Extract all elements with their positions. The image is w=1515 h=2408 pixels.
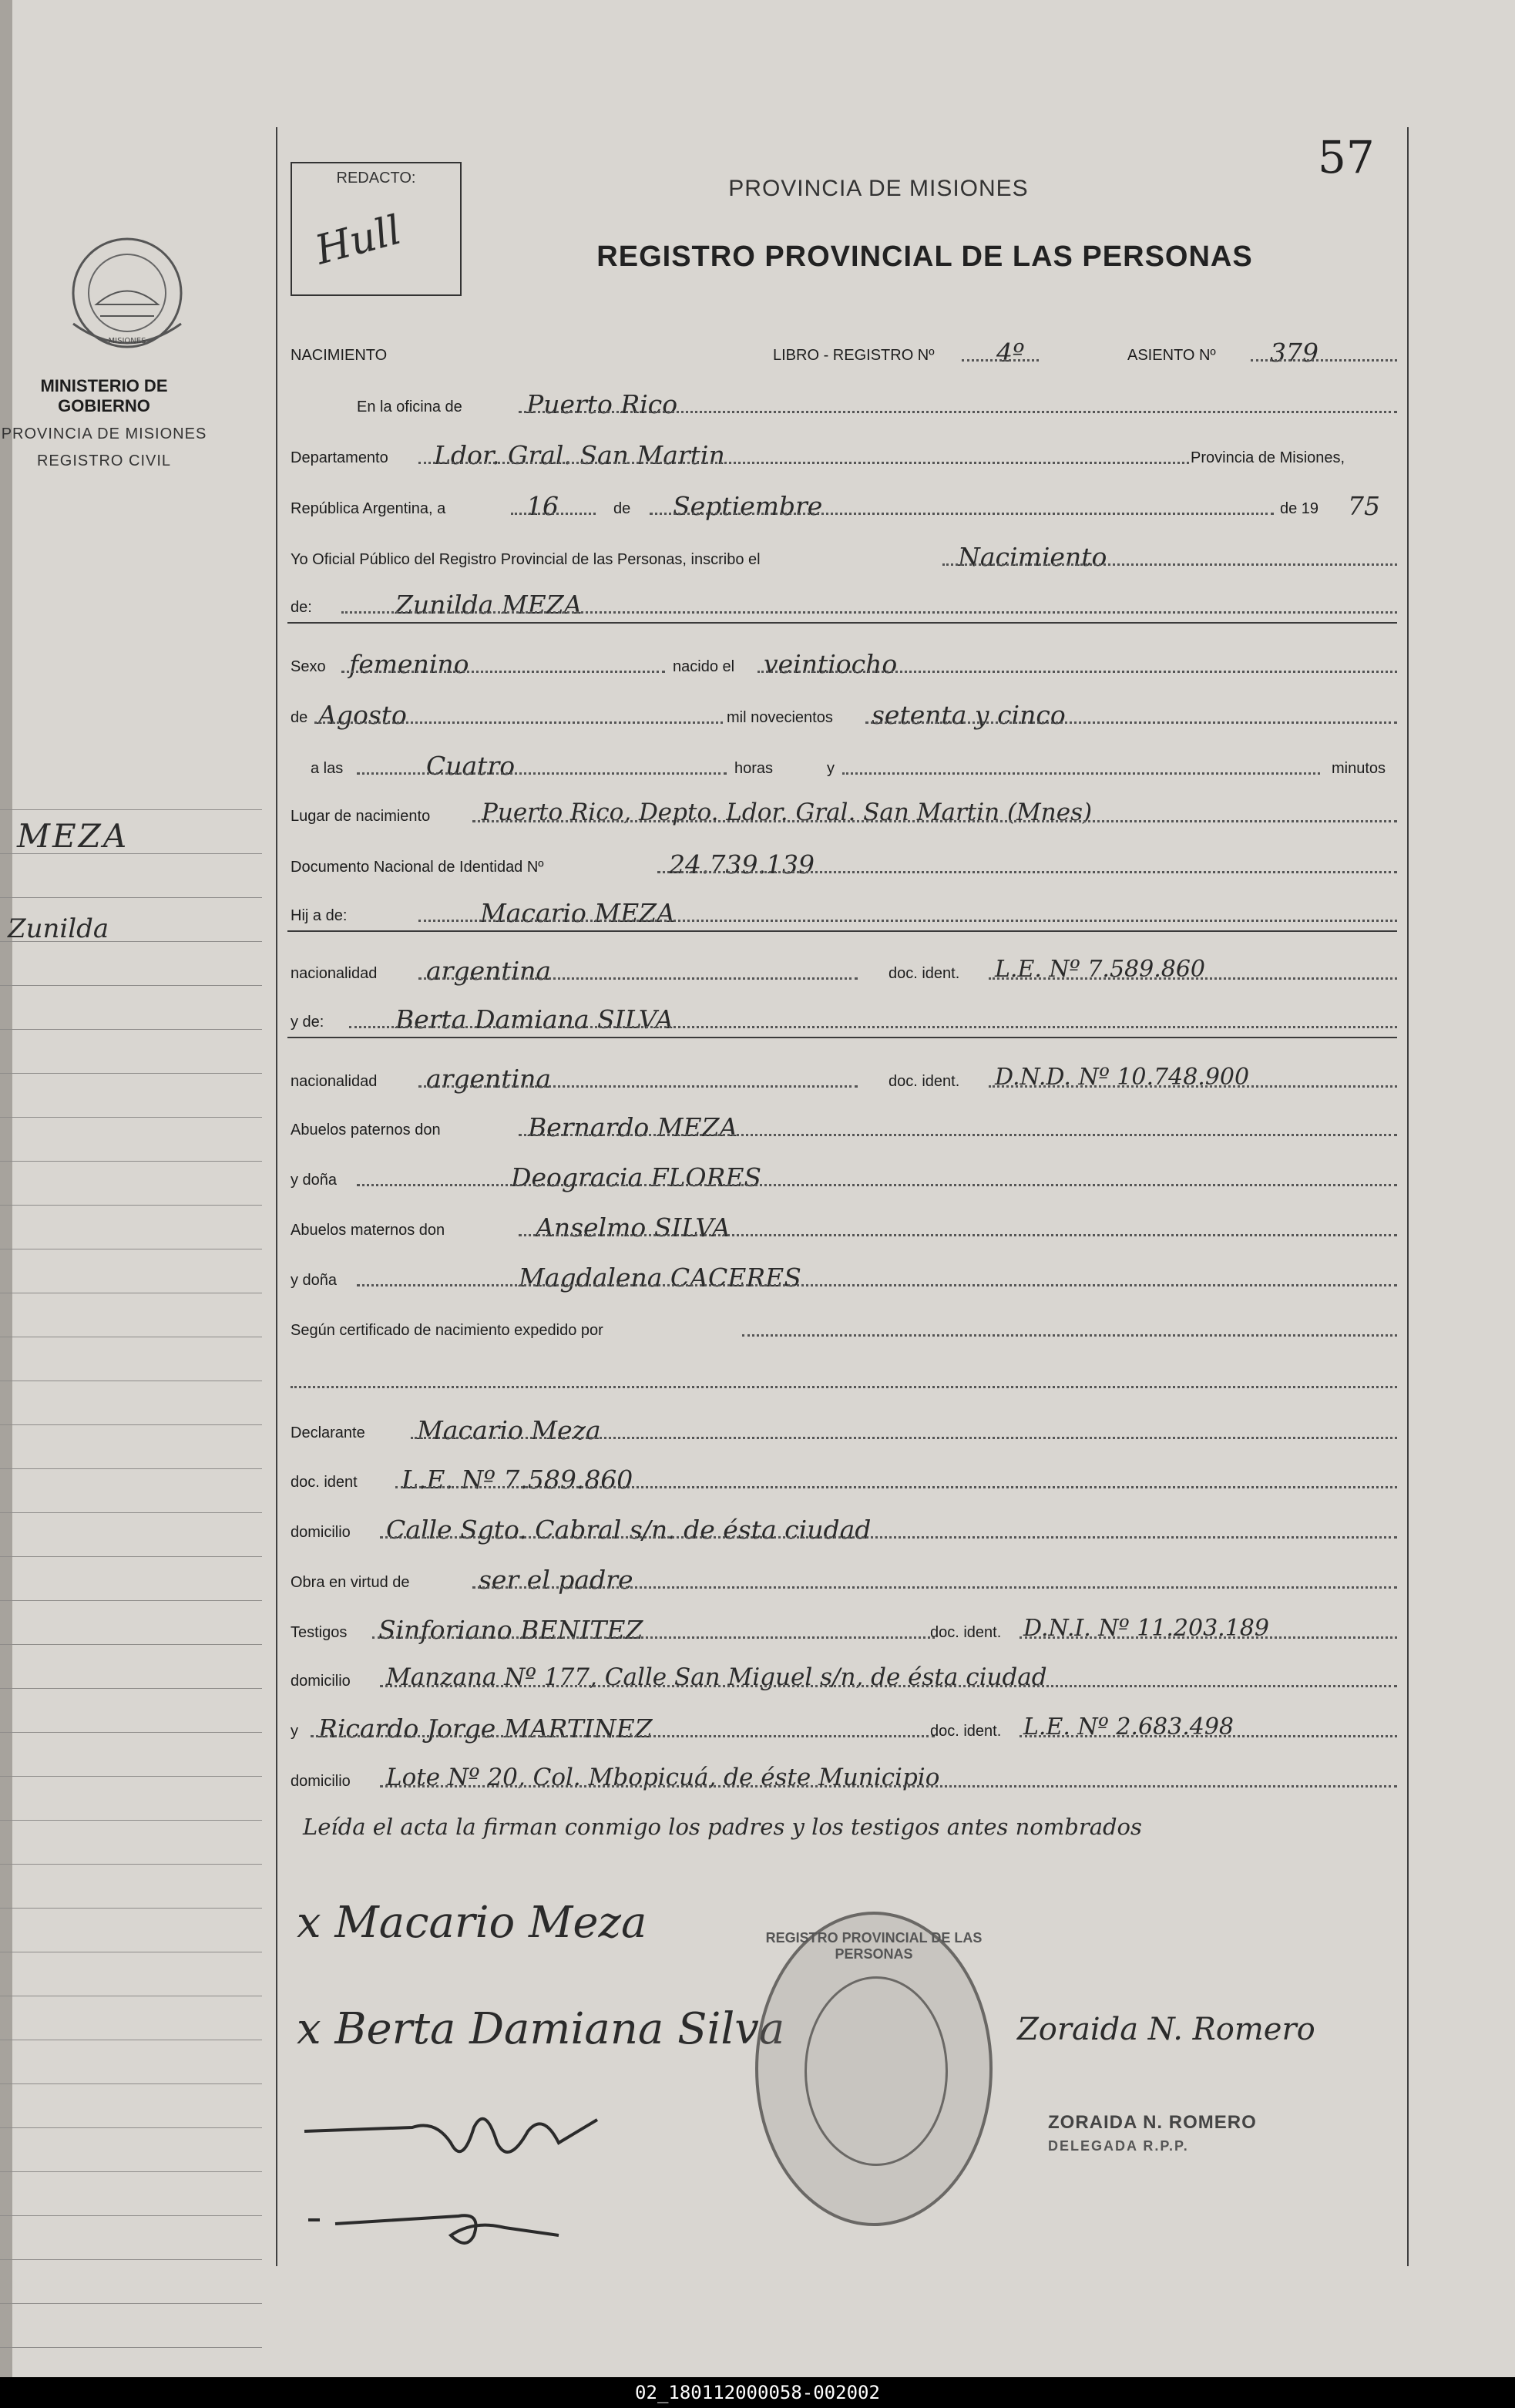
margin-rule-line	[0, 1776, 262, 1777]
docident3-label: doc. ident	[291, 1474, 358, 1491]
declarante-value: Macario Meza	[417, 1415, 601, 1445]
hora-value: Cuatro	[426, 751, 516, 781]
row-abuelos-paternos	[287, 1112, 1397, 1143]
dots	[357, 1184, 1397, 1186]
delegate-stamp-role: DELEGADA R.P.P.	[1048, 2138, 1189, 2154]
signature-father: x Macario Meza	[297, 1898, 647, 1948]
ministry-line-3: REGISTRO CIVIL	[36, 452, 172, 469]
margin-rule-line	[0, 1117, 262, 1118]
abuela-mat-value: Magdalena CACERES	[519, 1263, 801, 1293]
dots	[418, 1085, 858, 1088]
row-abuelos-maternos	[287, 1212, 1397, 1243]
dots	[865, 721, 1397, 724]
dots	[742, 1334, 1397, 1337]
domicilio3-value: Lote Nº 20, Col. Mbopicuá, de éste Municipio	[386, 1764, 940, 1791]
dots	[357, 772, 727, 775]
dots	[989, 1085, 1397, 1088]
row-departamento	[287, 440, 1397, 471]
docident5-label: doc. ident.	[930, 1723, 1002, 1740]
witness-signature-1	[297, 2097, 620, 2189]
frame-right-line	[1407, 127, 1409, 2266]
binding-edge	[0, 0, 12, 2377]
frame-left-line	[276, 127, 277, 2266]
row-obra	[287, 1565, 1397, 1596]
margin-rule-line	[0, 1908, 262, 1909]
obra-label: Obra en virtud de	[291, 1574, 410, 1591]
margin-given-name: Zunilda	[8, 913, 109, 944]
republica-label: República Argentina, a	[291, 500, 446, 517]
rule-person	[287, 622, 1397, 624]
domicilio2-value: Manzana Nº 177, Calle San Miguel s/n, de ésta ciudad	[386, 1663, 1047, 1691]
dots	[758, 671, 1397, 673]
oficina-value: Puerto Rico	[526, 389, 678, 419]
margin-rule-line	[0, 897, 262, 898]
testigo1-value: Sinforiano BENITEZ	[378, 1615, 643, 1645]
row-hora	[287, 751, 1397, 782]
testigos-label: Testigos	[291, 1624, 348, 1641]
dots	[942, 563, 1397, 566]
lugar-label: Lugar de nacimiento	[291, 808, 431, 825]
de-person-label: de:	[291, 599, 312, 616]
row-testigo2	[287, 1714, 1397, 1744]
margin-rule-line	[0, 2171, 262, 2172]
oficial-value: Nacimiento	[958, 542, 1107, 572]
seal-text: REGISTRO PROVINCIAL DE LAS PERSONAS	[765, 1930, 983, 1962]
mil-label: mil novecientos	[727, 709, 833, 726]
dots	[519, 411, 1397, 413]
redacto-label: REDACTO:	[336, 170, 416, 187]
libro-value: 4º	[996, 338, 1025, 368]
margin-rule-line	[0, 1468, 262, 1469]
oficina-label: En la oficina de	[357, 399, 462, 415]
dots	[472, 1586, 1397, 1589]
dots	[650, 513, 1274, 515]
domicilio2-label: domicilio	[291, 1673, 351, 1690]
y-label: y	[827, 760, 835, 777]
redacto-signature: Hull	[311, 207, 406, 274]
nac1-label: nacionalidad	[291, 965, 378, 982]
margin-rule-line	[0, 1732, 262, 1733]
row-sexo	[287, 649, 1397, 680]
abuelo-mat-value: Anselmo SILVA	[536, 1212, 731, 1243]
dots	[1020, 1636, 1397, 1639]
row-abuela-paterna	[287, 1162, 1397, 1193]
row-testigo1	[287, 1615, 1397, 1646]
margin-rule-line	[0, 1424, 262, 1425]
birth-year-value: setenta y cinco	[872, 700, 1066, 730]
row-dni	[287, 849, 1397, 880]
row-docident3	[287, 1465, 1397, 1495]
official-seal	[755, 1912, 993, 2226]
margin-rule-line	[0, 2259, 262, 2260]
margin-rule-line	[0, 1820, 262, 1821]
docident3-value: L.E. Nº 7.589.860	[401, 1465, 633, 1495]
row-lugar	[287, 799, 1397, 829]
abuelo-pat-value: Bernardo MEZA	[528, 1112, 738, 1142]
margin-rule-line	[0, 1688, 262, 1689]
dni-label: Documento Nacional de Identidad Nº	[291, 859, 544, 876]
delegate-stamp-name: ZORAIDA N. ROMERO	[1048, 2112, 1257, 2133]
margin-rule-line	[0, 2127, 262, 2128]
domicilio3-label: domicilio	[291, 1773, 351, 1790]
day-value: 16	[526, 491, 559, 521]
asiento-label: ASIENTO Nº	[1127, 347, 1216, 364]
nacimiento-label: NACIMIENTO	[291, 347, 388, 364]
ministry-line-1: MINISTERIO DE GOBIERNO	[40, 376, 168, 415]
row-oficina	[287, 389, 1397, 420]
redacto-box	[291, 162, 462, 296]
nac2-label: nacionalidad	[291, 1073, 378, 1090]
docident4-label: doc. ident.	[930, 1624, 1002, 1641]
birth-month-value: Agosto	[318, 700, 407, 730]
dots	[341, 611, 1397, 614]
abuela-pat-value: Deogracia FLORES	[511, 1162, 762, 1192]
docident1-label: doc. ident.	[889, 965, 960, 982]
delegate-stamp	[1048, 2112, 1325, 2154]
dots	[314, 721, 723, 724]
rule-father	[287, 930, 1397, 932]
margin-rule-line	[0, 1600, 262, 1601]
witness-signature-2	[297, 2189, 590, 2274]
row-segun-cont	[287, 1364, 1397, 1395]
minutos-label: minutos	[1332, 760, 1386, 777]
row-mother	[287, 1004, 1397, 1035]
dots	[372, 1636, 935, 1639]
provincia-label: Provincia de Misiones,	[1191, 449, 1345, 466]
ydona2-label: y doña	[291, 1272, 338, 1289]
row-oficial	[287, 542, 1397, 573]
lugar-value: Puerto Rico, Depto. Ldor. Gral. San Martin (Mnes)	[482, 799, 1093, 826]
docident5-value: L.E. Nº 2.683.498	[1023, 1714, 1235, 1740]
month-value: Septiembre	[673, 491, 823, 521]
docident2-label: doc. ident.	[889, 1073, 960, 1090]
domicilio1-value: Calle Sgto. Cabral s/n. de ésta ciudad	[386, 1515, 872, 1545]
hija-label: Hij a de:	[291, 907, 348, 924]
ministry-line-2: PROVINCIA DE MISIONES	[1, 425, 207, 442]
dots	[472, 820, 1397, 822]
margin-rule-line	[0, 985, 262, 986]
dots	[380, 1785, 1397, 1788]
dots	[962, 359, 1039, 362]
dots	[380, 1536, 1397, 1539]
row-domicilio1	[287, 1515, 1397, 1545]
margin-rule-line	[0, 809, 262, 810]
margin-rule-line	[0, 1864, 262, 1865]
seal-inner	[805, 1976, 948, 2166]
row-birth-date	[287, 700, 1397, 731]
dots	[380, 1685, 1397, 1687]
closing-text: Leída el acta la firman conmigo los padres y los testigos antes nombrados	[303, 1814, 1142, 1840]
row-nac1	[287, 956, 1397, 987]
docident1-value: L.E. Nº 7.589.860	[995, 956, 1206, 983]
dots	[511, 513, 596, 515]
de-month-label: de	[291, 709, 308, 726]
dots	[1020, 1735, 1397, 1737]
libro-label: LIBRO - REGISTRO Nº	[773, 347, 935, 364]
margin-rule-line	[0, 1644, 262, 1645]
margin-rule-line	[0, 2215, 262, 2216]
margin-rule-line	[0, 1029, 262, 1030]
margin-rule-line	[0, 1073, 262, 1074]
row-abuela-materna	[287, 1263, 1397, 1293]
oficial-text: Yo Oficial Público del Registro Provincial de las Personas, inscribo el	[291, 551, 761, 568]
margin-rule-line	[0, 1556, 262, 1557]
docident4-value: D.N.I. Nº 11.203.189	[1023, 1615, 1269, 1642]
header-title: REGISTRO PROVINCIAL DE LAS PERSONAS	[596, 240, 1253, 273]
y-testigo-label: y	[291, 1723, 298, 1740]
dots	[418, 462, 1189, 464]
domicilio1-label: domicilio	[291, 1524, 351, 1541]
row-nacimiento	[287, 338, 1397, 368]
mother-value: Berta Damiana SILVA	[395, 1004, 674, 1034]
docident2-value: D.N.D. Nº 10.748.900	[995, 1064, 1250, 1091]
dots	[519, 1134, 1397, 1136]
dots	[418, 920, 1397, 922]
emblem-label: MISIONES	[108, 337, 146, 345]
ydona1-label: y doña	[291, 1172, 338, 1189]
dni-value: 24.739.139	[669, 849, 815, 879]
person-value: Zunilda MEZA	[395, 590, 583, 620]
dots	[842, 772, 1320, 775]
dots	[341, 671, 665, 673]
margin-rule-line	[0, 2083, 262, 2084]
dots	[411, 1437, 1397, 1439]
row-segun	[287, 1313, 1397, 1344]
dots	[349, 1026, 1397, 1028]
dots	[519, 1234, 1397, 1236]
rule-mother	[287, 1037, 1397, 1038]
margin-rule-line	[0, 1161, 262, 1162]
asiento-value: 379	[1270, 338, 1318, 368]
image-footer: 02_180112000058-002002	[0, 2377, 1515, 2408]
nac2-value: argentina	[426, 1064, 552, 1094]
departamento-value: Ldor. Gral. San Martin	[434, 440, 725, 470]
yde-label: y de:	[291, 1014, 324, 1031]
year-value: 75	[1348, 491, 1380, 521]
alas-label: a las	[311, 760, 344, 777]
header-province: PROVINCIA DE MISIONES	[728, 176, 1029, 201]
sexo-value: femenino	[349, 649, 469, 679]
nac1-value: argentina	[426, 956, 552, 986]
testigo2-value: Ricardo Jorge MARTINEZ	[318, 1714, 653, 1744]
signature-delegate: Zoraida N. Romero	[1017, 2012, 1315, 2047]
departamento-label: Departamento	[291, 449, 388, 466]
nacido-value: veintiocho	[764, 649, 898, 679]
page-number: 57	[1318, 131, 1375, 183]
de-label: de	[613, 500, 631, 517]
margin-rule-line	[0, 1512, 262, 1513]
dots	[291, 1386, 1397, 1388]
obra-value: ser el padre	[479, 1565, 633, 1595]
year-label: de 19	[1280, 500, 1319, 517]
row-fecha	[287, 491, 1397, 522]
province-emblem-icon	[66, 231, 189, 362]
row-hija	[287, 898, 1397, 929]
dots	[418, 977, 858, 980]
father-value: Macario MEZA	[480, 898, 675, 928]
sexo-label: Sexo	[291, 658, 326, 675]
row-domicilio3	[287, 1764, 1397, 1794]
row-nac2	[287, 1064, 1397, 1095]
margin-surname: MEZA	[17, 817, 129, 855]
segun-label: Según certificado de nacimiento expedido por	[291, 1322, 603, 1339]
row-closing	[287, 1814, 1397, 1845]
ministry-block	[0, 376, 208, 470]
abuelos-pat-label: Abuelos paternos don	[291, 1122, 441, 1138]
horas-label: horas	[734, 760, 774, 777]
abuelos-mat-label: Abuelos maternos don	[291, 1222, 445, 1239]
margin-rule-line	[0, 1205, 262, 1206]
dots	[1251, 359, 1397, 362]
margin-rule-line	[0, 2303, 262, 2304]
dots	[311, 1735, 935, 1737]
signature-mother: x Berta Damiana Silva	[297, 2004, 785, 2054]
declarante-label: Declarante	[291, 1424, 365, 1441]
dots	[395, 1486, 1397, 1488]
row-domicilio2	[287, 1663, 1397, 1694]
nacido-label: nacido el	[673, 658, 735, 675]
margin-rule-line	[0, 2347, 262, 2348]
dots	[657, 871, 1397, 873]
row-declarante	[287, 1415, 1397, 1446]
dots	[357, 1284, 1397, 1286]
row-person	[287, 590, 1397, 620]
dots	[989, 977, 1397, 980]
